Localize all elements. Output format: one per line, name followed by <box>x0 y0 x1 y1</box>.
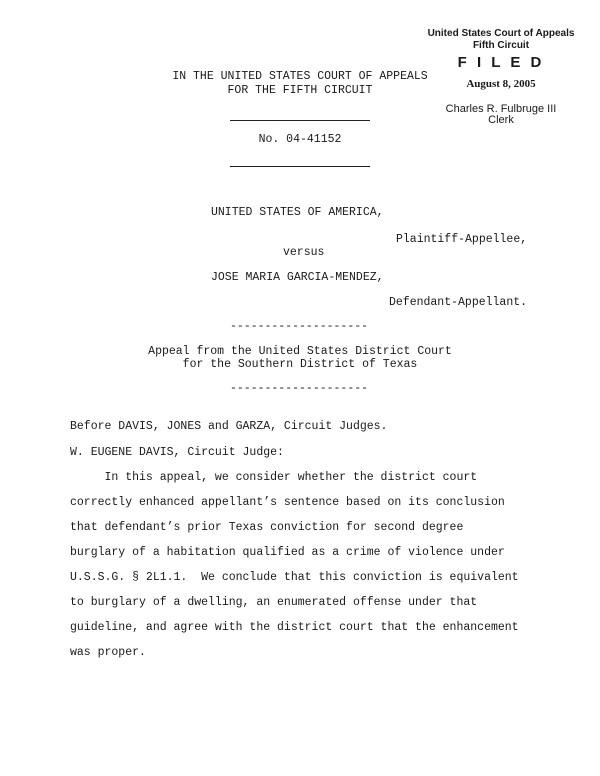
stamp-clerk-title: Clerk <box>488 114 514 126</box>
appeal-line1: Appeal from the United States District Court <box>148 345 452 358</box>
paragraph-line: correctly enhanced appellant’s sentence based on its conclusion <box>70 496 505 509</box>
court-name-line1: IN THE UNITED STATES COURT OF APPEALS <box>172 70 428 83</box>
appeal-line2: for the Southern District of Texas <box>182 358 418 371</box>
plaintiff-name: UNITED STATES OF AMERICA, <box>211 206 384 219</box>
case-number: No. 04-41152 <box>258 133 342 146</box>
dash-separator-top: -------------------- <box>230 320 369 333</box>
paragraph-line: that defendant’s prior Texas conviction for second degree <box>70 521 464 534</box>
header-rule-bottom <box>230 166 370 167</box>
paragraph-line: U.S.S.G. § 2L1.1. We conclude that this conviction is equivalent <box>70 571 519 584</box>
stamp-filed: F I L E D <box>457 54 545 71</box>
paragraph-line: guideline, and agree with the district court that the enhancement <box>70 621 519 634</box>
paragraph-line: to burglary of a dwelling, an enumerated offense under that <box>70 596 478 609</box>
paragraph-line: In this appeal, we consider whether the district court <box>70 471 478 484</box>
dash-separator-bottom: -------------------- <box>230 382 369 395</box>
opinion-author: W. EUGENE DAVIS, Circuit Judge: <box>70 446 284 459</box>
paragraph-line: was proper. <box>70 646 146 659</box>
stamp-circuit: Fifth Circuit <box>472 40 530 51</box>
panel-judges: Before DAVIS, JONES and GARZA, Circuit Judges. <box>70 420 388 433</box>
stamp-date: August 8, 2005 <box>466 78 536 90</box>
stamp-court: United States Court of Appeals <box>427 28 575 39</box>
defendant-role: Defendant-Appellant. <box>389 296 528 309</box>
court-name-line2: FOR THE FIFTH CIRCUIT <box>227 84 373 97</box>
plaintiff-role: Plaintiff-Appellee, <box>396 233 528 246</box>
defendant-name: JOSE MARIA GARCIA-MENDEZ, <box>211 271 384 284</box>
paragraph-line: burglary of a habitation qualified as a crime of violence under <box>70 546 505 559</box>
header-rule-top <box>230 120 370 121</box>
versus: versus <box>283 246 325 259</box>
stamp-clerk-name: Charles R. Fulbruge III <box>445 103 557 115</box>
